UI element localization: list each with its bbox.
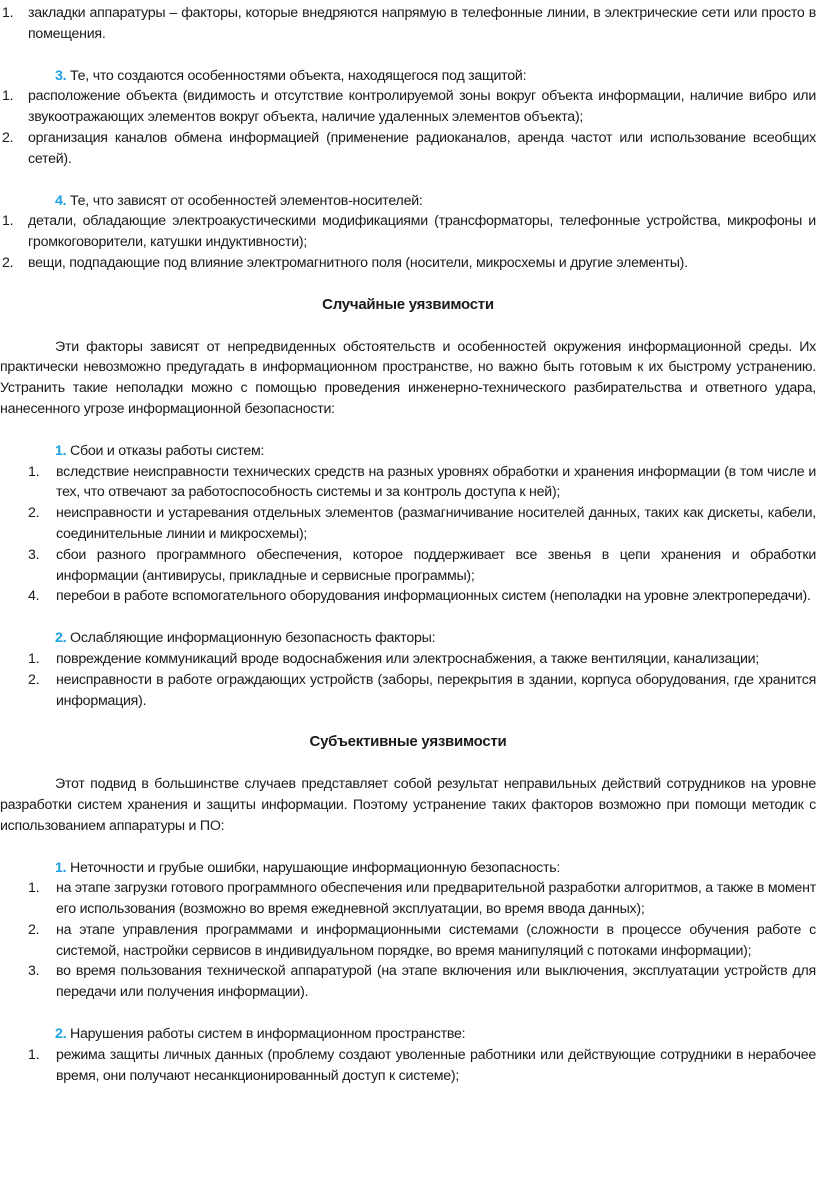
subheading [0, 191, 816, 212]
subheading-number: 1. [55, 859, 67, 876]
subheading-title: Нарушения работы систем в информационном пространстве: [70, 1026, 466, 1043]
list-item-text: сбои разного программного обеспечения, которое поддерживает все звенья в цепи хранения и обработки информации (антивирусы, прикладные и сервисные программы); [56, 546, 816, 584]
list-item [0, 649, 816, 670]
list-item [0, 211, 816, 253]
list-item-text: повреждение коммуникаций вроде водоснабжения или электроснабжения, а также вентиляции, канализации; [56, 650, 760, 667]
list-item [0, 462, 816, 504]
list-number: 1. [28, 1046, 40, 1063]
list-number: 2. [28, 921, 40, 938]
numbered-list [0, 878, 816, 1003]
list-number: 3. [28, 963, 40, 980]
list-item [0, 545, 816, 587]
subheading-title: Те, что зависят от особенностей элементов-носителей: [70, 192, 423, 209]
list-item [0, 253, 816, 274]
list-item-text: неисправности и устаревания отдельных элементов (размагничивание носителей данных, таких как дискеты, кабели, соединительные линии и микросхемы); [56, 505, 816, 542]
subheading-number: 2. [55, 630, 67, 647]
list-item [0, 503, 816, 545]
list-item [0, 961, 816, 1003]
list-number: 1. [28, 463, 40, 480]
list-item [0, 128, 816, 170]
list-number: 1. [2, 213, 14, 230]
list-item-text: на этапе загрузки готового программного обеспечения или предварительной разработки алгоритмов, а также в момент его использования (возможно во время ежедневной эксплуатации, во время ввода данных); [56, 880, 816, 918]
section-paragraph: Этот подвид в большинстве случаев представляет собой результат неправильных действий сотрудников на уровне разработки систем хранения и защиты информации. Поэтому устранение таких факторов возможно при помощи методик с использованием аппаратуры и ПО: [0, 776, 816, 834]
numbered-list [0, 3, 816, 45]
subheading-number: 3. [55, 67, 67, 84]
list-item [0, 86, 816, 128]
subheading [0, 628, 816, 649]
list-number: 1. [2, 88, 14, 105]
subheading [0, 441, 816, 462]
subheading-title: Неточности и грубые ошибки, нарушающие информационную безопасность: [70, 859, 561, 876]
subheading [0, 858, 816, 879]
list-item-text: вещи, подпадающие под влияние электромагнитного поля (носители, микросхемы и другие элементы). [28, 254, 688, 271]
numbered-list [0, 211, 816, 273]
subheading-title: Ослабляющие информационную безопасность факторы: [70, 630, 436, 647]
subheading-title: Сбои и отказы работы систем: [70, 442, 265, 459]
list-item [0, 878, 816, 920]
numbered-list [0, 649, 816, 711]
list-number: 2. [2, 254, 14, 271]
list-item-text: вследствие неисправности технических средств на разных уровнях обработки и хранения информации (в том числе и тех, что отвечают за работоспособность системы и за контроль доступа к ней); [56, 463, 816, 501]
list-item-text: закладки аппаратуры – факторы, которые внедряются напрямую в телефонные линии, в электрические сети или просто в помещения. [28, 5, 816, 42]
list-item [0, 3, 816, 45]
list-item [0, 920, 816, 962]
list-number: 2. [2, 129, 14, 146]
section-paragraph: Эти факторы зависят от непредвиденных обстоятельств и особенностей окружения информационной среды. Их практически невозможно предугадать в информационном пространстве, но важно быть готовым к их быстрому устранению. Устранить такие неполадки можно с помощью проведения инженерно-технического разбирательства и ответного удара, нанесенного угрозе информационной безопасности: [0, 338, 816, 417]
subheading-number: 2. [55, 1026, 67, 1043]
list-item [0, 670, 816, 712]
numbered-list [0, 86, 816, 169]
list-number: 4. [28, 588, 40, 605]
list-item-text: режима защиты личных данных (проблему создают уволенные работники или действующие сотрудники в нерабочее время, они получают несанкционированный доступ к системе); [56, 1046, 816, 1084]
numbered-list [0, 1045, 816, 1087]
section-heading: Субъективные уязвимости [309, 733, 507, 751]
list-item-text: во время пользования технической аппаратурой (на этапе включения или выключения, эксплуатации устройств для передачи или получения информации). [56, 963, 816, 1001]
list-number: 1. [2, 5, 14, 21]
list-item [0, 1045, 816, 1087]
list-number: 3. [28, 546, 40, 563]
list-number: 2. [28, 671, 40, 688]
list-item-text: расположение объекта (видимость и отсутствие контролируемой зоны вокруг объекта информации, наличие вибро или звукоотражающих элементов вокруг объекта, наличие удаленных элементов объекта); [28, 88, 816, 126]
subheading [0, 66, 816, 87]
section-heading: Случайные уязвимости [322, 295, 494, 313]
numbered-list [0, 462, 816, 608]
subheading [0, 1024, 816, 1045]
subheading-title: Те, что создаются особенностями объекта, находящегося под защитой: [70, 67, 527, 84]
list-item-text: неисправности в работе ограждающих устройств (заборы, перекрытия в здании, корпуса оборудования, где хранится информация). [56, 671, 816, 709]
list-number: 1. [28, 650, 40, 667]
list-item-text: перебои в работе вспомогательного оборудования информационных систем (неполадки на уровне электропередачи). [56, 588, 811, 605]
subheading-number: 4. [55, 192, 67, 209]
list-number: 2. [28, 505, 40, 522]
list-item-text: детали, обладающие электроакустическими модификациями (трансформаторы, телефонные устройства, микрофоны и громкоговорители, катушки индуктивности); [28, 213, 816, 251]
list-item-text: организация каналов обмена информацией (применение радиоканалов, аренда частот или использование всеобщих сетей). [28, 129, 816, 167]
list-item [0, 586, 816, 607]
subheading-number: 1. [55, 442, 67, 459]
list-number: 1. [28, 880, 40, 897]
list-item-text: на этапе управления программами и информационными системами (сложности в процессе обучения работе с системой, настройки сервисов в индивидуальном порядке, во время манипуляций с потоками информации); [56, 921, 816, 959]
